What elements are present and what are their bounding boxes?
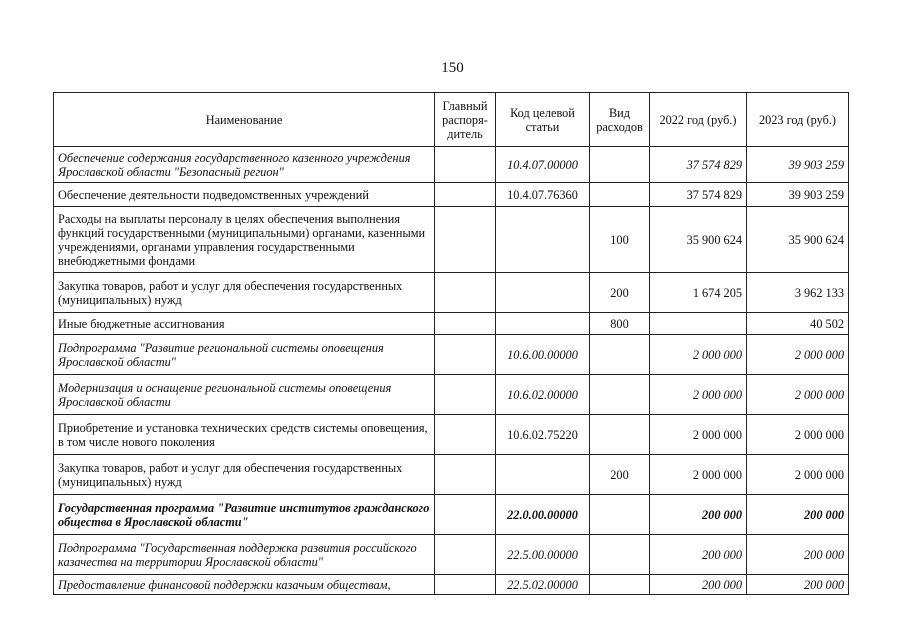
- table-row: [54, 455, 849, 495]
- header-2022: 2022 год (руб.): [650, 93, 747, 147]
- row-code: 10.6.00.00000: [496, 335, 590, 375]
- row-2023: 200 000: [747, 495, 849, 535]
- row-manager: [435, 495, 496, 535]
- row-2022: 200 000: [650, 495, 747, 535]
- table-row: [54, 335, 849, 375]
- table-row: [54, 147, 849, 183]
- table-row: [54, 415, 849, 455]
- row-manager: [435, 575, 496, 595]
- row-2022: 2 000 000: [650, 415, 747, 455]
- row-type: [590, 575, 650, 595]
- row-manager: [435, 455, 496, 495]
- row-2022: [650, 313, 747, 335]
- row-2023: 2 000 000: [747, 335, 849, 375]
- row-code: [496, 455, 590, 495]
- header-name: Наименование: [54, 93, 435, 147]
- row-type: [590, 183, 650, 207]
- table-row: [54, 207, 849, 273]
- row-name: Предоставление финансовой поддержки казачьим обществам,: [54, 575, 435, 595]
- row-2022: 37 574 829: [650, 183, 747, 207]
- table-row: [54, 183, 849, 207]
- row-2023: 2 000 000: [747, 375, 849, 415]
- row-2023: 35 900 624: [747, 207, 849, 273]
- row-name: Закупка товаров, работ и услуг для обеспечения государственных (муниципальных) нужд: [54, 273, 435, 313]
- row-name: Подпрограмма "Развитие региональной системы оповещения Ярославской области": [54, 335, 435, 375]
- row-2022: 200 000: [650, 535, 747, 575]
- table-row: [54, 375, 849, 415]
- row-manager: [435, 415, 496, 455]
- table-row: [54, 535, 849, 575]
- row-code: 10.4.07.76360: [496, 183, 590, 207]
- row-name: Подпрограмма "Государственная поддержка развития российского казачества на территории Ярославской области": [54, 535, 435, 575]
- row-name: Иные бюджетные ассигнования: [54, 313, 435, 335]
- row-2023: 2 000 000: [747, 415, 849, 455]
- row-manager: [435, 535, 496, 575]
- row-code: [496, 273, 590, 313]
- row-name: Приобретение и установка технических средств системы оповещения, в том числе нового поколения: [54, 415, 435, 455]
- table-row: [54, 273, 849, 313]
- row-manager: [435, 147, 496, 183]
- table-header-row: [54, 93, 849, 147]
- row-2023: 39 903 259: [747, 183, 849, 207]
- row-2023: 3 962 133: [747, 273, 849, 313]
- row-code: [496, 207, 590, 273]
- row-2022: 200 000: [650, 575, 747, 595]
- header-2023: 2023 год (руб.): [747, 93, 849, 147]
- row-code: 10.4.07.00000: [496, 147, 590, 183]
- page-number: 150: [441, 60, 464, 76]
- row-type: [590, 495, 650, 535]
- row-code: 22.5.00.00000: [496, 535, 590, 575]
- row-code: 22.0.00.00000: [496, 495, 590, 535]
- row-2023: 200 000: [747, 535, 849, 575]
- header-manager: Главный распоря-дитель: [435, 93, 496, 147]
- row-type: [590, 335, 650, 375]
- row-manager: [435, 375, 496, 415]
- row-manager: [435, 273, 496, 313]
- row-manager: [435, 335, 496, 375]
- row-2023: 39 903 259: [747, 147, 849, 183]
- budget-table: [53, 92, 849, 595]
- row-2022: 37 574 829: [650, 147, 747, 183]
- header-type: Вид расходов: [590, 93, 650, 147]
- row-2022: 2 000 000: [650, 455, 747, 495]
- table-row: [54, 575, 849, 595]
- row-name: Государственная программа "Развитие институтов гражданского общества в Ярославской области": [54, 495, 435, 535]
- row-2022: 35 900 624: [650, 207, 747, 273]
- row-2023: 2 000 000: [747, 455, 849, 495]
- row-type: [590, 535, 650, 575]
- row-name: Расходы на выплаты персоналу в целях обеспечения выполнения функций государственными (муниципальными) органами, казенными учреждениями, органами управления государственными внебюджетными фондами: [54, 207, 435, 273]
- row-manager: [435, 207, 496, 273]
- row-2022: 2 000 000: [650, 335, 747, 375]
- row-type: [590, 147, 650, 183]
- table-row: [54, 495, 849, 535]
- row-2022: 2 000 000: [650, 375, 747, 415]
- row-name: Обеспечение содержания государственного казенного учреждения Ярославской области "Безопасный регион": [54, 147, 435, 183]
- row-type: 100: [590, 207, 650, 273]
- row-name: Закупка товаров, работ и услуг для обеспечения государственных (муниципальных) нужд: [54, 455, 435, 495]
- row-code: 10.6.02.00000: [496, 375, 590, 415]
- row-manager: [435, 183, 496, 207]
- row-type: 800: [590, 313, 650, 335]
- row-manager: [435, 313, 496, 335]
- table-row: [54, 313, 849, 335]
- row-2023: 200 000: [747, 575, 849, 595]
- row-type: 200: [590, 455, 650, 495]
- row-2022: 1 674 205: [650, 273, 747, 313]
- row-name: Обеспечение деятельности подведомственных учреждений: [54, 183, 435, 207]
- row-code: [496, 313, 590, 335]
- row-code: 22.5.02.00000: [496, 575, 590, 595]
- row-code: 10.6.02.75220: [496, 415, 590, 455]
- header-code: Код целевой статьи: [496, 93, 590, 147]
- row-name: Модернизация и оснащение региональной системы оповещения Ярославской области: [54, 375, 435, 415]
- row-type: [590, 415, 650, 455]
- row-2023: 40 502: [747, 313, 849, 335]
- row-type: [590, 375, 650, 415]
- row-type: 200: [590, 273, 650, 313]
